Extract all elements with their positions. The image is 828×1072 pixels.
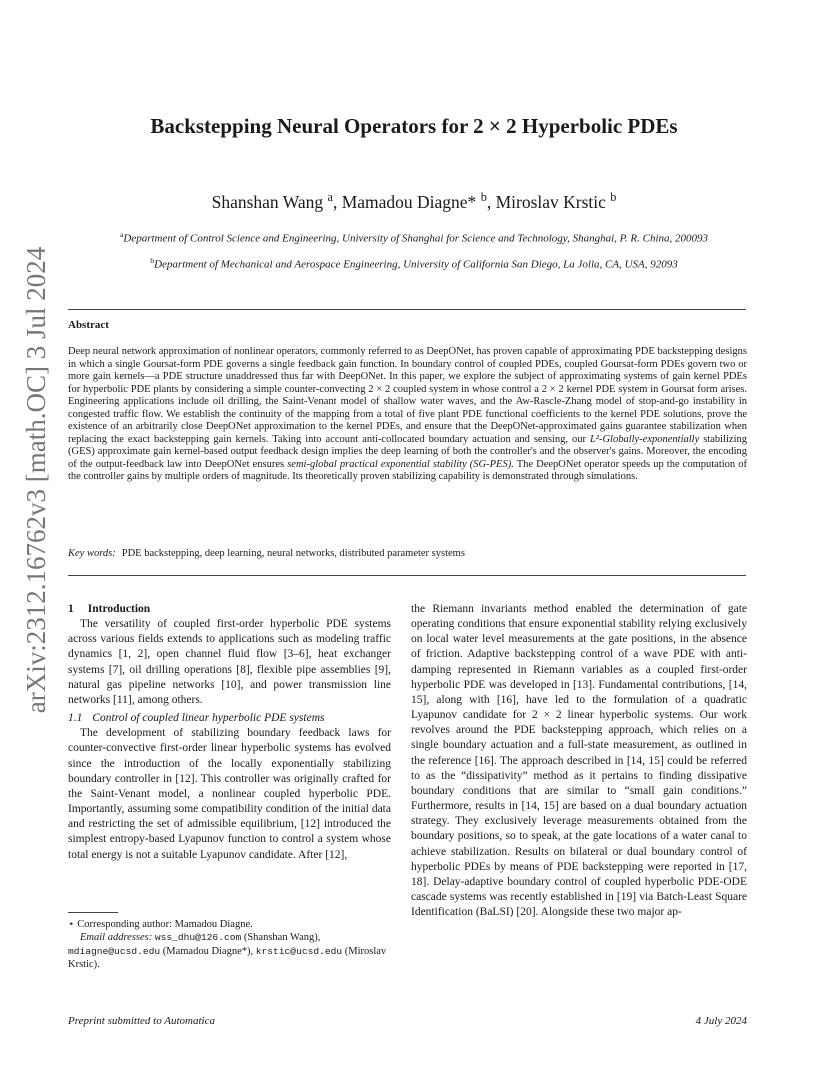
abstract-text: The DeepONet operator speeds up the computation of the controller gains by multiple orders of magnitude. Its theoretically proven stabilizing capability is demonstrated through simulations. bbox=[68, 458, 747, 483]
email-owner: (Shanshan Wang), bbox=[243, 932, 321, 944]
affiliation-mark: b bbox=[150, 256, 155, 265]
abstract-heading: Abstract bbox=[68, 319, 109, 331]
affiliation bbox=[0, 256, 828, 271]
email-address[interactable]: wss_dhu@126.com bbox=[154, 932, 242, 944]
right-column bbox=[411, 602, 747, 920]
footnote-star-mark: ⋆ bbox=[68, 919, 75, 930]
abstract-text: Deep neural network approximation of nonlinear operators, commonly referred to as DeepONet, has proven capable of approximating PDE backstepping designs in which a single Goursat-form PDE governs a single feedback gain function. In boundary control of coupled PDEs, coupled Goursat-form PDEs govern two or more gain kernels—a PDE structure unaddressed thus far with DeepONet. In this paper, we explore the subject of approximating systems of gain kernel PDEs for hyperbolic PDE plants by considering a simple counter-convecting 2 × 2 coupled system in whose control a 2 × 2 kernel PDE system in Goursat form arises. Engineering applications include oil drilling, the Saint-Venant model of shallow water waves, and the Aw-Rascle-Zhang model of stop-and-go instability in congested traffic flow. We establish the continuity of the mapping from a total of five plant PDE functional coefficients to the kernel PDE solutions, prove the existence of an arbitrarily close DeepONet approximation to the kernel PDEs, and ensure that the DeepONet-approximated gains guarantee stabilization when replacing the exact backstepping gain kernels. Taking into account anti-collocated boundary actuation and sensing, our bbox=[68, 346, 747, 445]
affiliation bbox=[0, 230, 828, 245]
keywords-label: Key words: bbox=[68, 548, 116, 559]
affiliation-mark: a bbox=[119, 230, 124, 239]
left-column bbox=[68, 602, 391, 863]
section-title: Introduction bbox=[87, 603, 151, 615]
paper-title: Backstepping Neural Operators for 2 × 2 Hyperbolic PDEs bbox=[150, 114, 678, 138]
footnote-rule bbox=[68, 912, 118, 913]
footer-preprint-note: Preprint submitted to Automatica bbox=[68, 1015, 215, 1027]
section-number: 1 bbox=[68, 603, 74, 615]
email-address[interactable]: mdiagne@ucsd.edu bbox=[68, 945, 161, 957]
subsection-title: Control of coupled linear hyperbolic PDE systems bbox=[92, 712, 325, 725]
email-owner: (Mamadou Diagne*), bbox=[162, 945, 254, 957]
body-paragraph: The versatility of coupled first-order hyperbolic PDE systems across various fields extends to applications such as modeling traffic dynamics [1, 2], open channel fluid flow [3–6], heat exchanger systems [7], oil drilling operations [8], flexible pipe assemblies [9], natural gas pipeline networks [10], and power transmission line networks [11], among others. bbox=[68, 618, 391, 706]
subsection-number: 1.1 bbox=[68, 712, 83, 725]
author-list: Shanshan Wang $^a$, Mamadou Diagne* $^b$, Miroslav Krstic $^b$ bbox=[211, 190, 617, 212]
arxiv-identifier-stamp: arXiv:2312.16762v3 [math.OC] 3 Jul 2024 bbox=[21, 246, 51, 714]
section-heading bbox=[68, 602, 391, 617]
author-affiliation-mark: b bbox=[610, 190, 617, 204]
abstract-emphasis: semi-global practical exponential stability (SG-PES). bbox=[287, 458, 514, 470]
subsection-heading bbox=[68, 711, 391, 726]
keywords bbox=[68, 548, 747, 559]
abstract-bottom-rule bbox=[68, 575, 746, 576]
footnote-text: Corresponding author: Mamadou Diagne. bbox=[77, 919, 253, 930]
author-name: Shanshan Wang bbox=[211, 191, 324, 212]
affiliation-text: Department of Control Science and Engineering, University of Shanghai for Science and Technology, Shanghai, P. R. China, 200093 bbox=[123, 232, 709, 245]
author-affiliation-mark: a bbox=[327, 190, 333, 204]
author-name: Mamadou Diagne* bbox=[341, 191, 477, 212]
abstract-emphasis: L²-Globally-exponentially bbox=[589, 433, 700, 445]
author-affiliation-mark: b bbox=[480, 190, 487, 204]
abstract-top-rule bbox=[68, 309, 746, 310]
footer-date: 4 July 2024 bbox=[695, 1015, 747, 1027]
abstract-text: stabilizing (GES) approximate gain kernel-based output feedback design implies the deep learning of both the controller's and the observer's gains. Moreover, the encoding of the output-feedback law into DeepONet ensures bbox=[68, 433, 748, 470]
footnotes bbox=[68, 918, 391, 972]
body-paragraph: the Riemann invariants method enabled the determination of gate operating conditions that ensure exponential stability relying exclusively on local water level measurements at the gate positions, in the absence of friction. Adaptive backstepping control of a wave PDE with anti-damping represented in Riemann variables as a coupled first-order hyperbolic PDE was developed in [13]. Fundamental contributions, [14, 15], along with [16], have led to the formulation of a quadratic Lyapunov candidate for 2 × 2 linear hyperbolic systems. Our work revolves around the PDE backstepping approach, which relies on a single boundary actuation and a full-state measurement, as outlined in the reference [16]. The approach described in [14, 15] could be referred to as the “dissipativity” method as it pertains to finding dissipative boundary conditions that are similar to “small gain conditions.” Furthermore, results in [14, 15] are based on a dual boundary actuation strategy. They exclusively leverage measurements obtained from the boundary positions, so to speak, at the gate locations of a water canal to achieve stabilization. Results on bilateral or dual boundary control of hyperbolic PDEs by means of PDE backstepping were reported in [17, 18]. Delay-adaptive boundary control of coupled hyperbolic PDE-ODE cascade systems was recently established in [19] via Batch-Least Square Identification (BaLSI) [20]. Alongside these two major ap- bbox=[411, 603, 747, 919]
email-owner: (Miroslav Krstic). bbox=[68, 945, 387, 971]
author-name: Miroslav Krstic bbox=[495, 191, 606, 212]
email-label: Email addresses: bbox=[80, 932, 153, 944]
email-note bbox=[68, 931, 391, 971]
corresponding-author-note bbox=[68, 918, 391, 931]
affiliation-text: Department of Mechanical and Aerospace Engineering, University of California San Diego, La Jolla, CA, USA, 92093 bbox=[154, 258, 678, 271]
keywords-text: PDE backstepping, deep learning, neural networks, distributed parameter systems bbox=[121, 548, 465, 559]
abstract-body bbox=[68, 346, 747, 484]
email-address[interactable]: krstic@ucsd.edu bbox=[255, 945, 343, 957]
body-paragraph: The development of stabilizing boundary feedback laws for counter-convective first-order linear hyperbolic systems has evolved since the introduction of the locally exponentially stabilizing boundary controller in [12]. This controller was originally crafted for the Saint-Venant model, a nonlinear coupled hyperbolic PDE. Importantly, assuming some compatibility condition of the initial data and restricting the set of admissible equilibrium, [12] introduced the simplest entropy-based Lyapunov function to control a system whose total energy is not a suitable Lyapunov candidate. After [12], bbox=[68, 727, 391, 861]
